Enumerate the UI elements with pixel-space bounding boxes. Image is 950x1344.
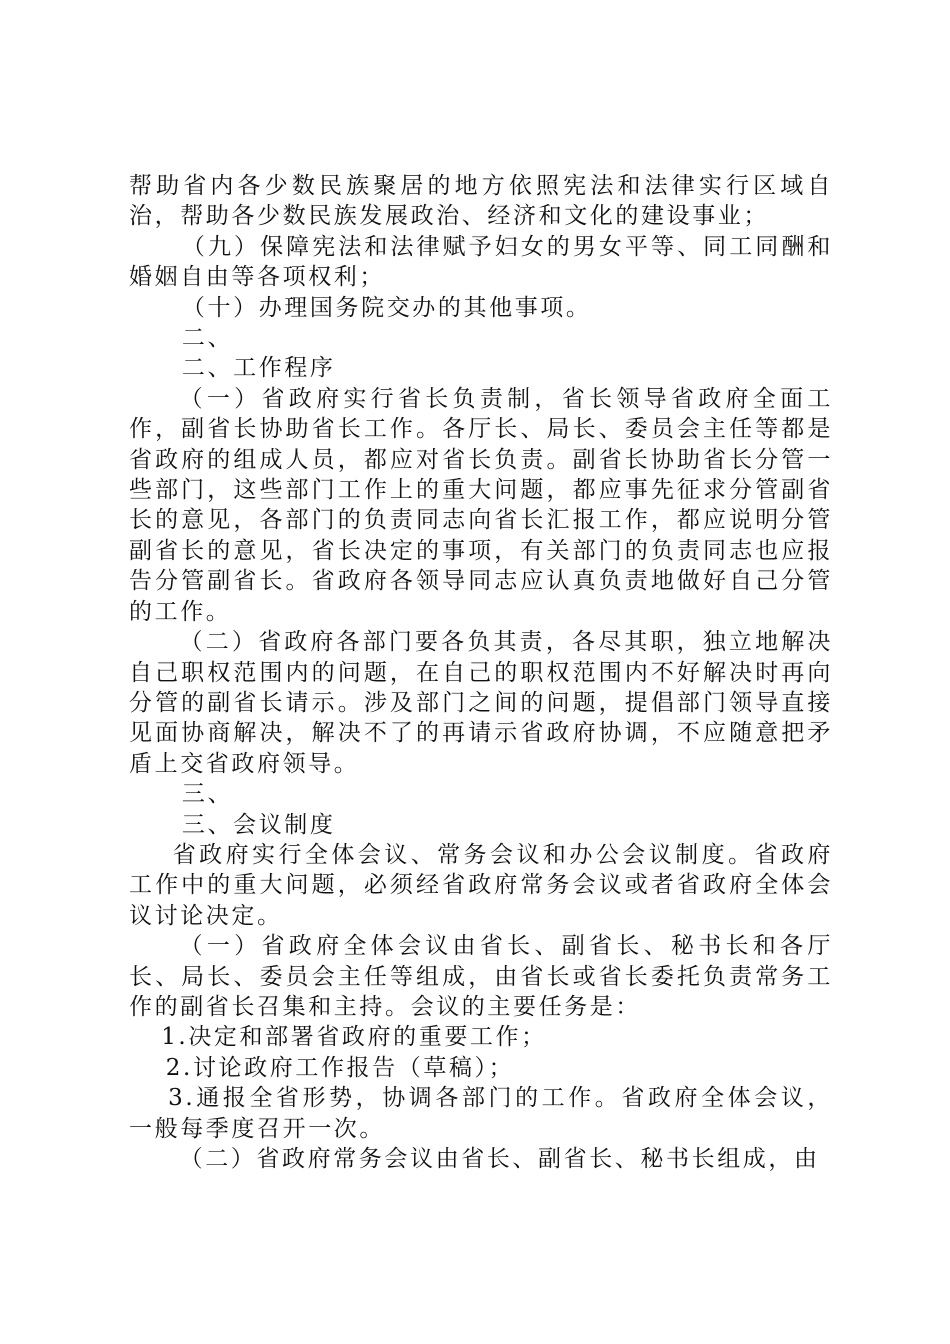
list-item-two: 2.讨论政府工作报告（草稿）；: [165, 1054, 515, 1081]
paragraph-item-ten: （十）办理国务院交办的其他事项。: [181, 294, 592, 321]
document-body: [129, 171, 833, 1174]
paragraph-meeting-intro: 省政府实行全体会议、常务会议和办公会议制度。省政府工作中的重大问题，必须经省政府常务会议或者省政府全体会议讨论决定。: [129, 841, 833, 929]
section-heading-three-short: 三、: [181, 781, 234, 808]
paragraph-procedure-one: （一）省政府实行省长负责制，省长领导省政府全面工作，副省长协助省长工作。各厅长、局长、委员会主任等都是省政府的组成人员，都应对省长负责。副省长协助省长分管一些部门，这些部门工作上的重大问题，都应事先征求分管副省长的意见，各部门的负责同志向省长汇报工作，都应说明分管副省长的意见，省长决定的事项，有关部门的负责同志也应报告分管副省长。省政府各领导同志应认真负责地做好自己分管的工作。: [129, 385, 833, 625]
list-item-one: 1.决定和部署省政府的重要工作；: [161, 1024, 547, 1051]
section-heading-work-procedure: 二、工作程序: [181, 355, 336, 382]
paragraph-procedure-two: （二）省政府各部门要各负其责，各尽其职，独立地解决自己职权范围内的问题，在自己的职权范围内不好解决时再向分管的副省长请示。涉及部门之间的问题，提倡部门领导直接见面协商解决，解决不了的再请示省政府协调，不应随意把矛盾上交省政府领导。: [129, 629, 833, 777]
paragraph-minority-autonomy: 帮助省内各少数民族聚居的地方依照宪法和法律实行区域自治，帮助各少数民族发展政治、经济和文化的建设事业；: [129, 173, 833, 230]
paragraph-item-nine: （九）保障宪法和法律赋予妇女的男女平等、同工同酬和婚姻自由等各项权利；: [129, 233, 833, 291]
list-item-three: 3.通报全省形势，协调各部门的工作。省政府全体会议，一般每季度召开一次。: [129, 1085, 833, 1142]
section-heading-meeting-system: 三、会议制度: [181, 811, 336, 838]
paragraph-standing-meeting: （二）省政府常务会议由省长、副省长、秘书长组成，由: [179, 1146, 820, 1172]
section-heading-two-short: 二、: [181, 325, 234, 352]
paragraph-plenary-meeting: （一）省政府全体会议由省长、副省长、秘书长和各厅长、局长、委员会主任等组成，由省长或省长委托负责常务工作的副省长召集和主持。会议的主要任务是：: [129, 933, 833, 1020]
